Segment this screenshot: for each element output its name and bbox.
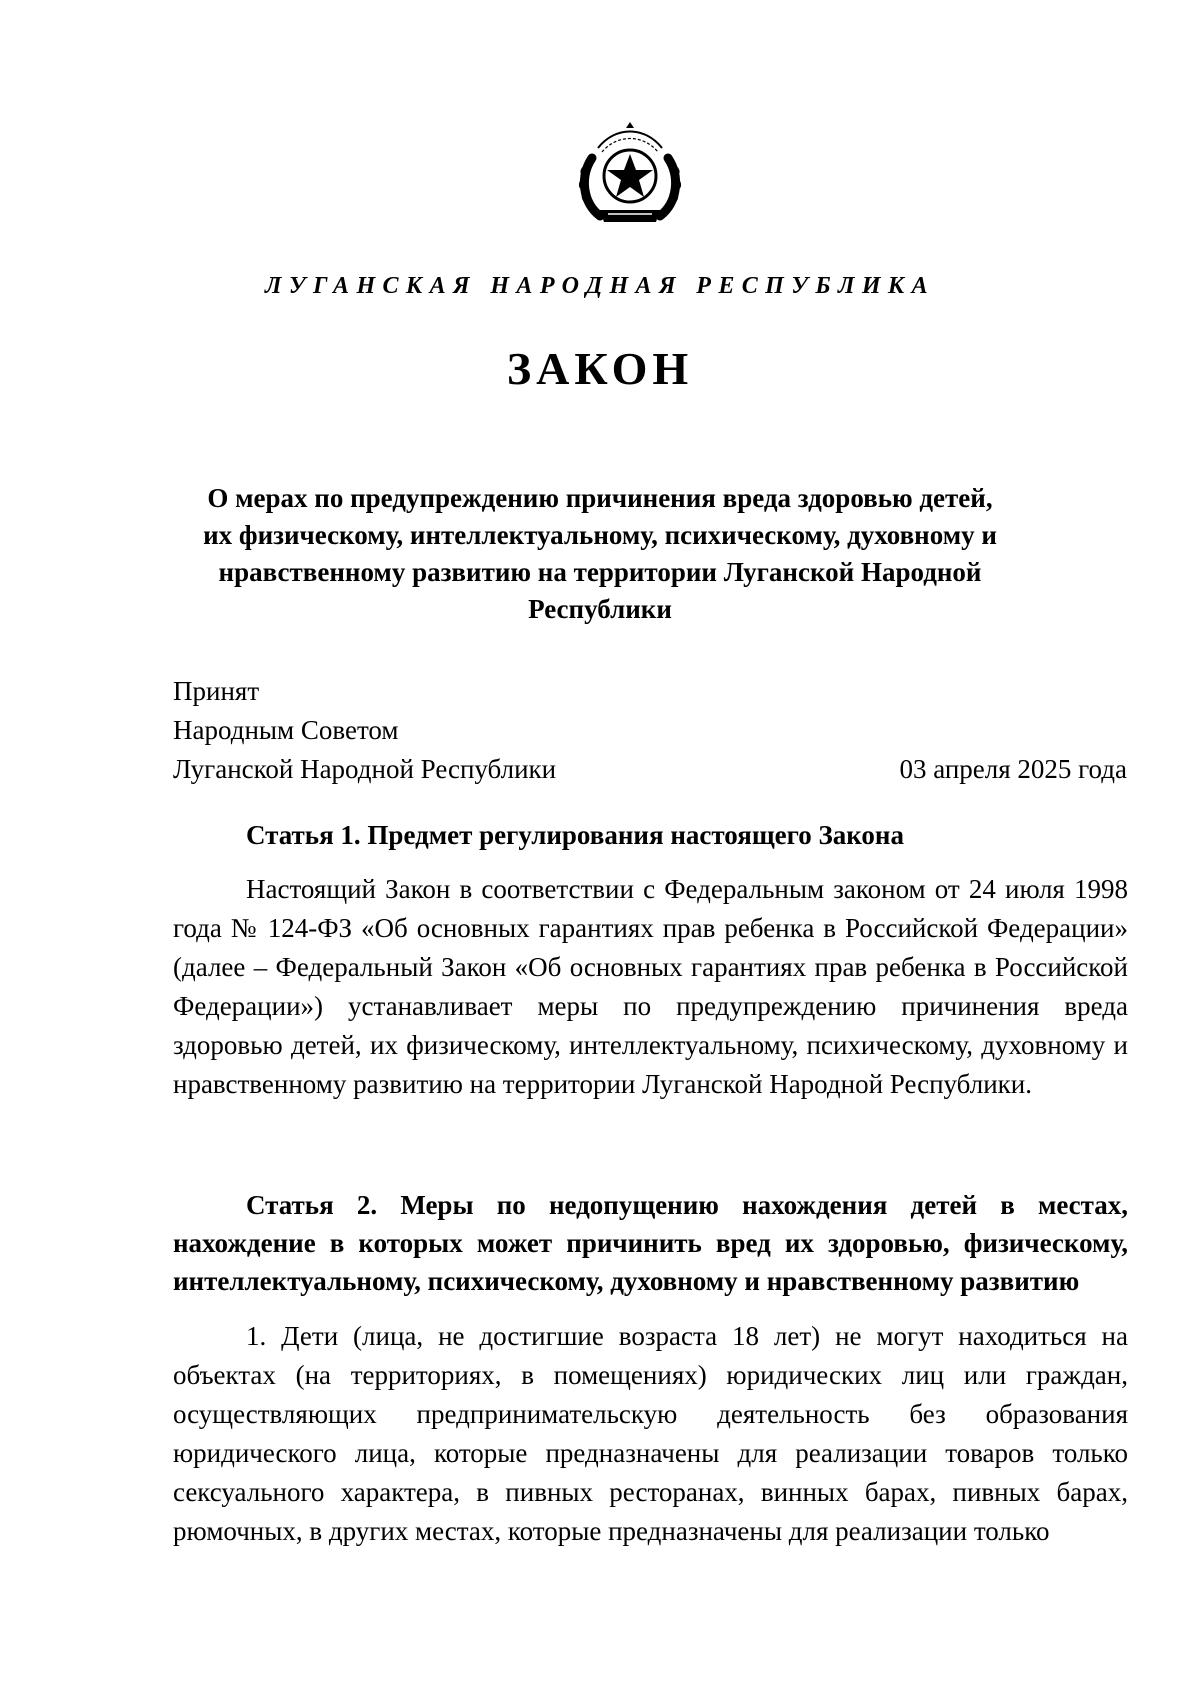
republic-name: ЛУГАНСКАЯ НАРОДНАЯ РЕСПУБЛИКА bbox=[264, 273, 936, 299]
document-type: ЗАКОН bbox=[506, 343, 694, 394]
adoption-line-2: Народным Советом bbox=[173, 715, 399, 745]
article-text: 1. Дети (лица, не достигшие возраста 18 лет) не могут находиться на объектах (на территориях, в помещениях) юридических лиц или граждан, осуществляющих предпринимательскую деятельность без образования юридического лица, которые предназначены для реализации товаров только сексуального характера, в пивных ресторанах, винных барах, пивных барах, рюмочных, в других местах, которые предназначены для реализации только bbox=[173, 1321, 1128, 1546]
article-1 bbox=[173, 816, 1128, 1104]
law-title: О мерах по предупреждению причинения вреда здоровью детей, их физическому, интеллектуальному, психическому, духовному и нравственному развитию на территории Луганской Народной Республики bbox=[203, 483, 997, 624]
coat-of-arms-icon bbox=[570, 118, 690, 230]
adoption-date: 03 апреля 2025 года bbox=[899, 754, 1127, 784]
article-text: Настоящий Закон в соответствии с Федеральным законом от 24 июля 1998 года № 124-ФЗ «Об основных гарантиях прав ребенка в Российской Федерации» (далее – Федеральный Закон «Об основных гарантиях прав ребенка в Российской Федерации») устанавливает меры по предупреждению причинения вреда здоровью детей, их физическому, интеллектуальному, психическому, духовному и нравственному развитию на территории Луганской Народной Республики. bbox=[173, 874, 1128, 1099]
adoption-block bbox=[173, 672, 556, 789]
article-heading: Статья 1. Предмет регулирования настоящего Закона bbox=[246, 820, 904, 850]
article-2 bbox=[173, 1186, 1128, 1551]
adoption-line-1: Принят bbox=[173, 676, 260, 706]
adoption-line-3: Луганской Народной Республики bbox=[173, 754, 557, 784]
article-heading: Статья 2. Меры по недопущению нахождения детей в местах, нахождение в которых может причинить вред их здоровью, физическому, интеллектуальному, психическому, духовному и нравственному развитию bbox=[173, 1190, 1128, 1296]
